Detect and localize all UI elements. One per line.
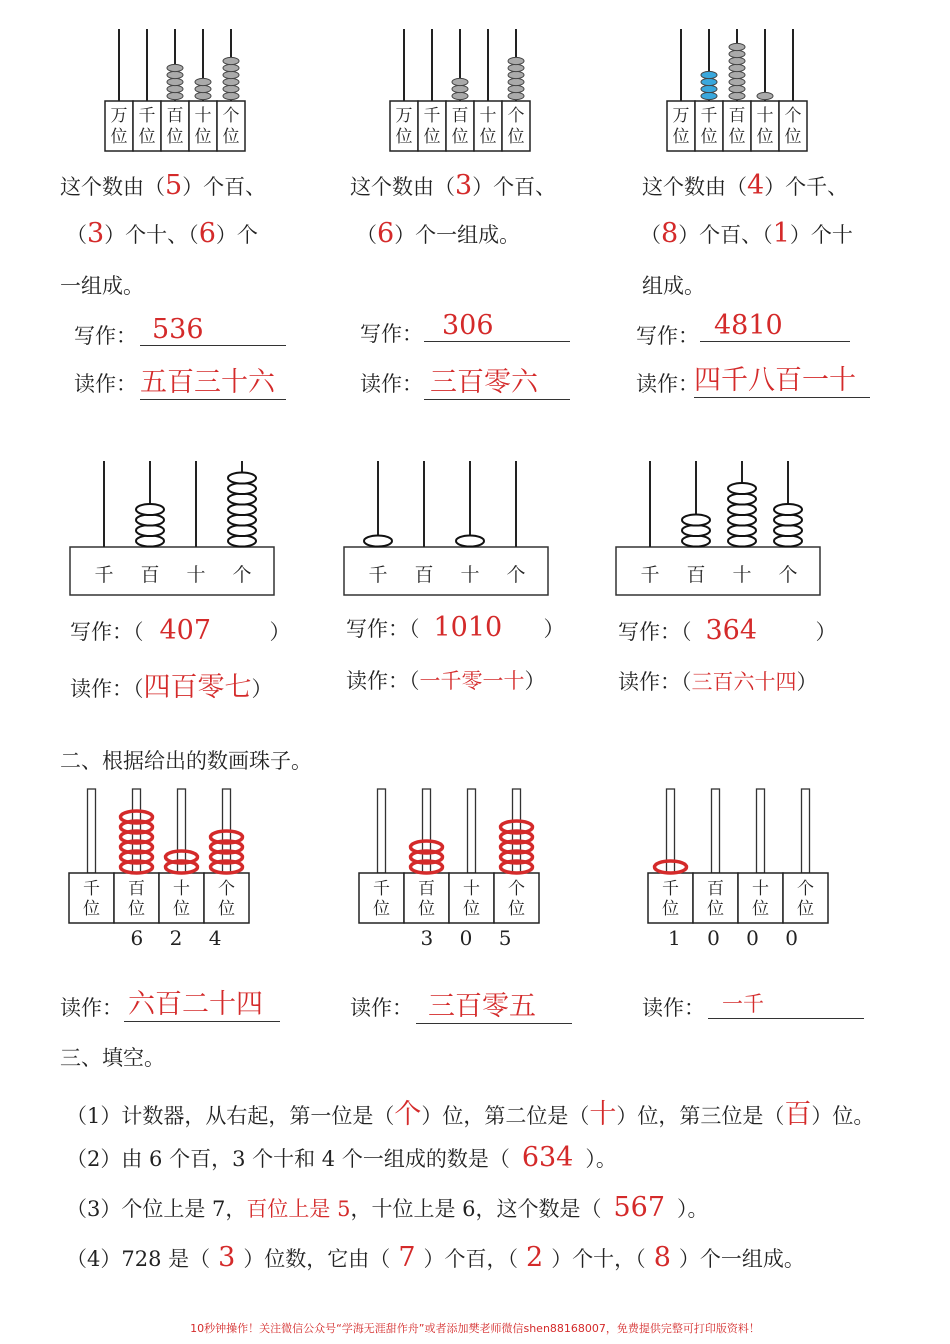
bead: [228, 504, 256, 515]
place-label: 十: [732, 564, 752, 586]
place-label: 个: [506, 564, 526, 586]
bead: [195, 92, 211, 99]
place-label: 位: [166, 127, 184, 147]
bead: [508, 64, 524, 71]
item1-write-answer: 536: [140, 314, 286, 346]
footer-notice: 10秒钟操作！关注微信公众号“学海无涯甜作舟”或者添加樊老师微信shen88168007，免费提供完整可打印版资料！: [190, 1322, 760, 1335]
bead: [729, 50, 745, 57]
bead: [701, 92, 717, 99]
bead: [682, 536, 710, 547]
place-label: 个: [218, 879, 235, 899]
rod: [88, 789, 96, 873]
part3-q1: （1）计数器，从右起，第一位是（个）位，第二位是（十）位，第三位是（百）位。: [66, 1099, 875, 1130]
item6-read: 读作：（三百六十四）: [618, 670, 818, 694]
place-label: 十: [756, 106, 774, 126]
place-label: 位: [110, 127, 128, 147]
place-label: 位: [672, 127, 690, 147]
place-label: 位: [373, 899, 390, 919]
bead: [729, 43, 745, 50]
place-label: 十: [460, 564, 480, 586]
bead: [729, 71, 745, 78]
bead: [508, 57, 524, 64]
bead: [223, 64, 239, 71]
item3-read-label: 读作：: [636, 372, 699, 396]
part3-q4: （4）728 是（ 3 ）位数，它由（ 7 ）个百，（ 2 ）个十，（ 8 ）个一组成。: [66, 1242, 805, 1273]
place-label: 千: [373, 879, 390, 899]
bead: [701, 78, 717, 85]
item2-read-answer: 三百零六: [424, 360, 570, 400]
place-label: 千: [700, 106, 718, 126]
item1-line1: 这个数由（5）个百、: [60, 170, 267, 201]
item5-read: 读作：（一千零一十）: [346, 669, 546, 693]
place-label: 百: [686, 564, 706, 586]
place-label: 万: [395, 106, 413, 126]
place-label: 位: [83, 899, 100, 919]
place-label: 个: [778, 564, 798, 586]
part2-title: 二、根据给出的数画珠子。: [60, 749, 312, 773]
bead: [728, 536, 756, 547]
bead: [223, 92, 239, 99]
rod: [468, 789, 476, 873]
bead: [136, 515, 164, 526]
bead: [774, 536, 802, 547]
bead: [508, 92, 524, 99]
item8-read-answer: 三百零五: [416, 984, 572, 1024]
place-label: 百: [418, 879, 435, 899]
item1-read-answer: 五百三十六: [140, 360, 286, 400]
item7-read-answer: 六百二十四: [124, 982, 280, 1022]
place-label: 位: [138, 127, 156, 147]
place-label: 位: [707, 899, 724, 919]
number-digits: 6 2 4: [130, 926, 232, 950]
bead: [682, 525, 710, 536]
place-label: 位: [700, 127, 718, 147]
place-label: 十: [194, 106, 212, 126]
bead: [167, 85, 183, 92]
place-label: 十: [479, 106, 497, 126]
bead: [508, 85, 524, 92]
bead: [228, 473, 256, 484]
place-label: 百: [140, 564, 160, 586]
bead: [223, 78, 239, 85]
bead: [728, 515, 756, 526]
item3-line1: 这个数由（4）个千、: [642, 170, 849, 201]
abacus-4: [68, 455, 278, 605]
place-label: 百: [728, 106, 746, 126]
bead: [228, 515, 256, 526]
item5-write: 写作：（ 1010 ）: [346, 612, 565, 643]
item3-line2: （8）个百、（1）个十: [640, 218, 853, 249]
place-label: 个: [508, 879, 525, 899]
place-label: 位: [463, 899, 480, 919]
item2-line2: （6）个一组成。: [356, 218, 521, 249]
bead: [682, 515, 710, 526]
place-label: 位: [662, 899, 679, 919]
place-label: 百: [451, 106, 469, 126]
place-label: 百: [128, 879, 145, 899]
place-label: 百: [707, 879, 724, 899]
place-label: 万: [110, 106, 128, 126]
bead: [728, 525, 756, 536]
bead: [167, 71, 183, 78]
item9-read-answer: 一千: [708, 988, 864, 1019]
item3-write-answer: 4810: [700, 310, 850, 342]
place-label: 位: [728, 127, 746, 147]
place-label: 位: [797, 899, 814, 919]
abacus-1: [100, 25, 250, 155]
item2-read-label: 读作：: [360, 372, 423, 396]
item6-write: 写作：（ 364 ）: [618, 615, 837, 646]
place-label: 个: [797, 879, 814, 899]
place-label: 万: [672, 106, 690, 126]
bead: [701, 71, 717, 78]
place-label: 十: [186, 564, 206, 586]
bead: [228, 536, 256, 547]
bead: [774, 515, 802, 526]
bead: [228, 494, 256, 505]
bead: [452, 85, 468, 92]
bead: [452, 92, 468, 99]
item4-write: 写作：（ 407 ）: [70, 615, 291, 646]
place-label: 千: [138, 106, 156, 126]
bead: [223, 71, 239, 78]
place-label: 千: [94, 564, 114, 586]
bead: [508, 71, 524, 78]
item2-line1: 这个数由（3）个百、: [350, 170, 557, 201]
abacus-6: [614, 455, 824, 605]
bead: [136, 504, 164, 515]
bead: [729, 57, 745, 64]
place-label: 百: [166, 106, 184, 126]
rod: [757, 789, 765, 873]
place-label: 个: [232, 564, 252, 586]
bead: [167, 92, 183, 99]
place-label: 位: [507, 127, 525, 147]
rod: [802, 789, 810, 873]
place-label: 位: [222, 127, 240, 147]
bead: [364, 536, 392, 547]
bead: [774, 504, 802, 515]
place-label: 千: [662, 879, 679, 899]
item1-line3: 一组成。: [60, 274, 144, 298]
item4-read: 读作：（四百零七）: [70, 672, 273, 703]
place-label: 位: [194, 127, 212, 147]
place-label: 位: [128, 899, 145, 919]
place-label: 位: [752, 899, 769, 919]
place-label: 位: [479, 127, 497, 147]
part3-q3: （3）个位上是 7，百位上是 5，十位上是 6，这个数是（ 567 ）。: [66, 1192, 709, 1223]
item2-write-answer: 306: [424, 310, 570, 342]
place-label: 十: [463, 879, 480, 899]
bead: [508, 78, 524, 85]
number-digits: 1 0 0 0: [668, 926, 808, 950]
abacus-7: [66, 785, 256, 950]
place-label: 个: [507, 106, 525, 126]
part3-title: 三、填空。: [60, 1046, 165, 1070]
place-label: 个: [784, 106, 802, 126]
item3-read-answer: 四千八百一十: [694, 358, 870, 398]
bead: [757, 92, 773, 99]
place-label: 十: [173, 879, 190, 899]
place-label: 千: [423, 106, 441, 126]
bead: [136, 536, 164, 547]
bead: [195, 78, 211, 85]
place-label: 位: [756, 127, 774, 147]
bead: [136, 525, 164, 536]
bead: [701, 85, 717, 92]
item3-line3: 组成。: [642, 274, 705, 298]
place-label: 位: [508, 899, 525, 919]
place-label: 千: [368, 564, 388, 586]
bead: [167, 78, 183, 85]
abacus-5: [342, 455, 552, 605]
item1-line2: （3）个十、（6）个: [66, 218, 258, 249]
bead: [728, 504, 756, 515]
abacus-8: [356, 785, 546, 950]
place-label: 位: [218, 899, 235, 919]
place-label: 十: [752, 879, 769, 899]
bead: [728, 483, 756, 494]
part3-q2: （2）由 6 个百，3 个十和 4 个一组成的数是（ 634 ）。: [66, 1142, 617, 1173]
bead: [167, 64, 183, 71]
rod: [712, 789, 720, 873]
place-label: 百: [414, 564, 434, 586]
bead: [223, 85, 239, 92]
bead: [729, 64, 745, 71]
number-digits: 3 0 5: [420, 926, 522, 950]
place-label: 位: [423, 127, 441, 147]
bead: [223, 57, 239, 64]
bead: [729, 92, 745, 99]
bead: [228, 525, 256, 536]
item2-write-label: 写作：: [360, 322, 423, 346]
bead: [228, 483, 256, 494]
place-label: 位: [784, 127, 802, 147]
place-label: 千: [640, 564, 660, 586]
place-label: 位: [395, 127, 413, 147]
bead: [456, 536, 484, 547]
place-label: 个: [222, 106, 240, 126]
item3-write-label: 写作：: [636, 324, 699, 348]
place-label: 位: [451, 127, 469, 147]
item7-read-label: 读作：: [60, 996, 123, 1020]
place-label: 千: [83, 879, 100, 899]
item9-read-label: 读作：: [642, 996, 705, 1020]
bead: [728, 494, 756, 505]
abacus-9: [645, 785, 835, 950]
bead: [729, 85, 745, 92]
rod: [378, 789, 386, 873]
place-label: 位: [418, 899, 435, 919]
abacus-2: [385, 25, 535, 155]
place-label: 位: [173, 899, 190, 919]
item1-read-label: 读作：: [74, 372, 137, 396]
abacus-3: [662, 25, 812, 155]
bead: [729, 78, 745, 85]
bead: [774, 525, 802, 536]
bead: [452, 78, 468, 85]
bead: [195, 85, 211, 92]
item1-write-label: 写作：: [74, 324, 137, 348]
item8-read-label: 读作：: [350, 996, 413, 1020]
